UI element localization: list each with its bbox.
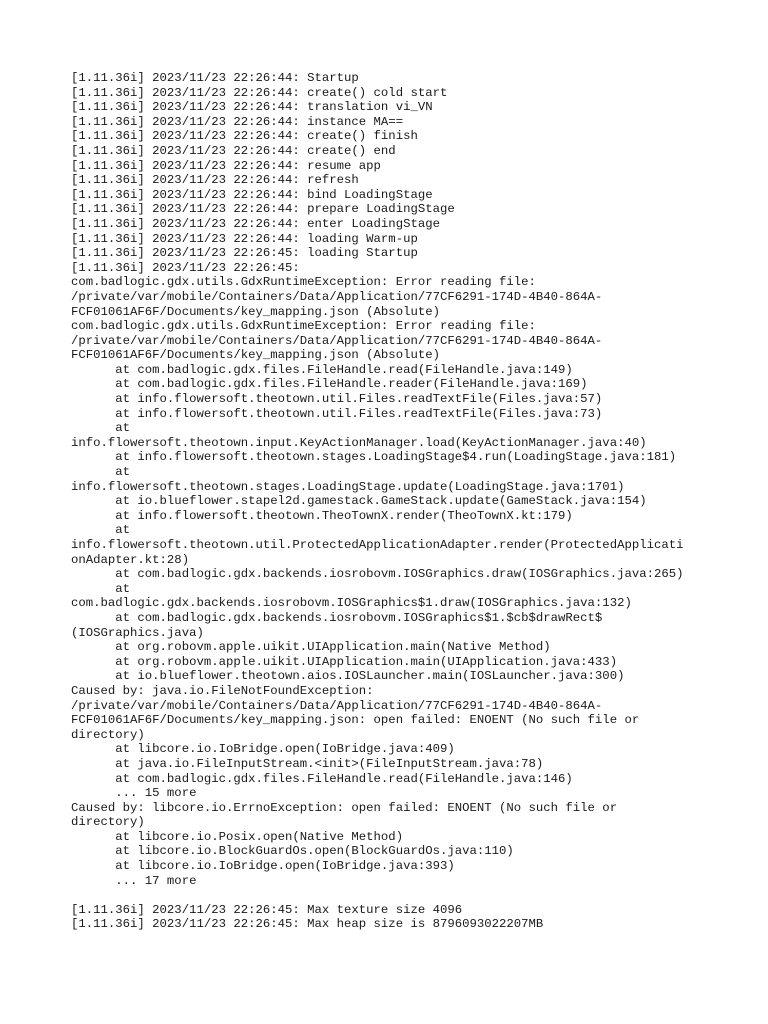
log-line: at io.blueflower.stapel2d.gamestack.GameStack.update(GameStack.java:154) <box>71 494 647 509</box>
log-line: at com.badlogic.gdx.backends.iosrobovm.IOSGraphics.draw(IOSGraphics.java:265) <box>71 567 684 582</box>
log-line: [1.11.36i] 2023/11/23 22:26:44: create() end <box>71 143 396 158</box>
log-line: at <box>71 421 131 436</box>
log-text-block <box>71 71 711 932</box>
log-line: [1.11.36i] 2023/11/23 22:26:44: enter LoadingStage <box>71 216 440 231</box>
log-line: [1.11.36i] 2023/11/23 22:26:44: Startup <box>71 71 359 85</box>
log-line: at <box>71 581 131 596</box>
log-line <box>71 888 711 903</box>
log-line: at info.flowersoft.theotown.stages.LoadingStage$4.run(LoadingStage.java:181) <box>71 450 677 465</box>
log-line: FCF01061AF6F/Documents/key_mapping.json: open failed: ENOENT (No such file or <box>71 713 640 728</box>
log-line: [1.11.36i] 2023/11/23 22:26:45: Max heap size is 8796093022207MB <box>71 917 544 932</box>
log-line: at libcore.io.IoBridge.open(IoBridge.java:393) <box>71 859 455 874</box>
log-line: at info.flowersoft.theotown.util.Files.readTextFile(Files.java:57) <box>71 392 603 407</box>
log-line: at libcore.io.Posix.open(Native Method) <box>71 829 404 844</box>
log-line: Caused by: java.io.FileNotFoundException: <box>71 683 374 698</box>
log-line: [1.11.36i] 2023/11/23 22:26:44: create() cold start <box>71 85 448 100</box>
log-line: info.flowersoft.theotown.stages.LoadingStage.update(LoadingStage.java:1701) <box>71 479 625 494</box>
log-line: [1.11.36i] 2023/11/23 22:26:45: Max texture size 4096 <box>71 902 463 917</box>
log-line: at com.badlogic.gdx.files.FileHandle.read(FileHandle.java:149) <box>71 362 573 377</box>
log-line: directory) <box>71 815 145 830</box>
log-line: [1.11.36i] 2023/11/23 22:26:44: refresh <box>71 173 359 188</box>
log-line: [1.11.36i] 2023/11/23 22:26:44: bind LoadingStage <box>71 187 433 202</box>
log-line: FCF01061AF6F/Documents/key_mapping.json (Absolute) <box>71 304 440 319</box>
log-line: at com.badlogic.gdx.files.FileHandle.reader(FileHandle.java:169) <box>71 377 588 392</box>
log-line: [1.11.36i] 2023/11/23 22:26:44: translation vi_VN <box>71 100 433 115</box>
log-line: com.badlogic.gdx.utils.GdxRuntimeException: Error reading file: <box>71 319 536 334</box>
log-line: com.badlogic.gdx.utils.GdxRuntimeException: Error reading file: <box>71 275 536 290</box>
log-line: [1.11.36i] 2023/11/23 22:26:45: <box>71 260 300 275</box>
log-line: /private/var/mobile/Containers/Data/Application/77CF6291-174D-4B40-864A- <box>71 333 603 348</box>
log-line: Caused by: libcore.io.ErrnoException: open failed: ENOENT (No such file or <box>71 800 618 815</box>
log-line: at libcore.io.IoBridge.open(IoBridge.java:409) <box>71 742 455 757</box>
log-line: info.flowersoft.theotown.input.KeyActionManager.load(KeyActionManager.java:40) <box>71 435 647 450</box>
log-line: [1.11.36i] 2023/11/23 22:26:44: prepare LoadingStage <box>71 202 455 217</box>
log-line: at io.blueflower.theotown.aios.IOSLauncher.main(IOSLauncher.java:300) <box>71 669 625 684</box>
log-line: at info.flowersoft.theotown.TheoTownX.render(TheoTownX.kt:179) <box>71 508 573 523</box>
log-line: at org.robovm.apple.uikit.UIApplication.main(Native Method) <box>71 640 551 655</box>
log-line: com.badlogic.gdx.backends.iosrobovm.IOSGraphics$1.draw(IOSGraphics.java:132) <box>71 596 632 611</box>
log-line: at java.io.FileInputStream.<init>(FileInputStream.java:78) <box>71 756 544 771</box>
log-line: at <box>71 523 131 538</box>
log-line: at com.badlogic.gdx.files.FileHandle.read(FileHandle.java:146) <box>71 771 573 786</box>
log-line: onAdapter.kt:28) <box>71 552 190 567</box>
log-line: FCF01061AF6F/Documents/key_mapping.json (Absolute) <box>71 348 440 363</box>
log-line: at libcore.io.BlockGuardOs.open(BlockGuardOs.java:110) <box>71 844 514 859</box>
log-line: [1.11.36i] 2023/11/23 22:26:44: instance MA== <box>71 114 404 129</box>
log-line: (IOSGraphics.java) <box>71 625 204 640</box>
log-line: [1.11.36i] 2023/11/23 22:26:44: create() finish <box>71 129 418 144</box>
log-line: at <box>71 465 131 480</box>
log-line: ... 15 more <box>71 786 197 801</box>
log-line: at info.flowersoft.theotown.util.Files.readTextFile(Files.java:73) <box>71 406 603 421</box>
log-line: ... 17 more <box>71 873 197 888</box>
log-line: [1.11.36i] 2023/11/23 22:26:44: resume app <box>71 158 381 173</box>
log-line: [1.11.36i] 2023/11/23 22:26:45: loading Startup <box>71 246 418 261</box>
log-line: info.flowersoft.theotown.util.ProtectedApplicationAdapter.render(ProtectedApplicati <box>71 538 684 552</box>
log-line: at com.badlogic.gdx.backends.iosrobovm.IOSGraphics$1.$cb$drawRect$ <box>71 610 603 625</box>
log-line: /private/var/mobile/Containers/Data/Application/77CF6291-174D-4B40-864A- <box>71 289 603 304</box>
log-line: [1.11.36i] 2023/11/23 22:26:44: loading Warm-up <box>71 231 418 246</box>
log-line: /private/var/mobile/Containers/Data/Application/77CF6291-174D-4B40-864A- <box>71 698 603 713</box>
log-line: directory) <box>71 727 145 742</box>
log-line: at org.robovm.apple.uikit.UIApplication.main(UIApplication.java:433) <box>71 654 618 669</box>
